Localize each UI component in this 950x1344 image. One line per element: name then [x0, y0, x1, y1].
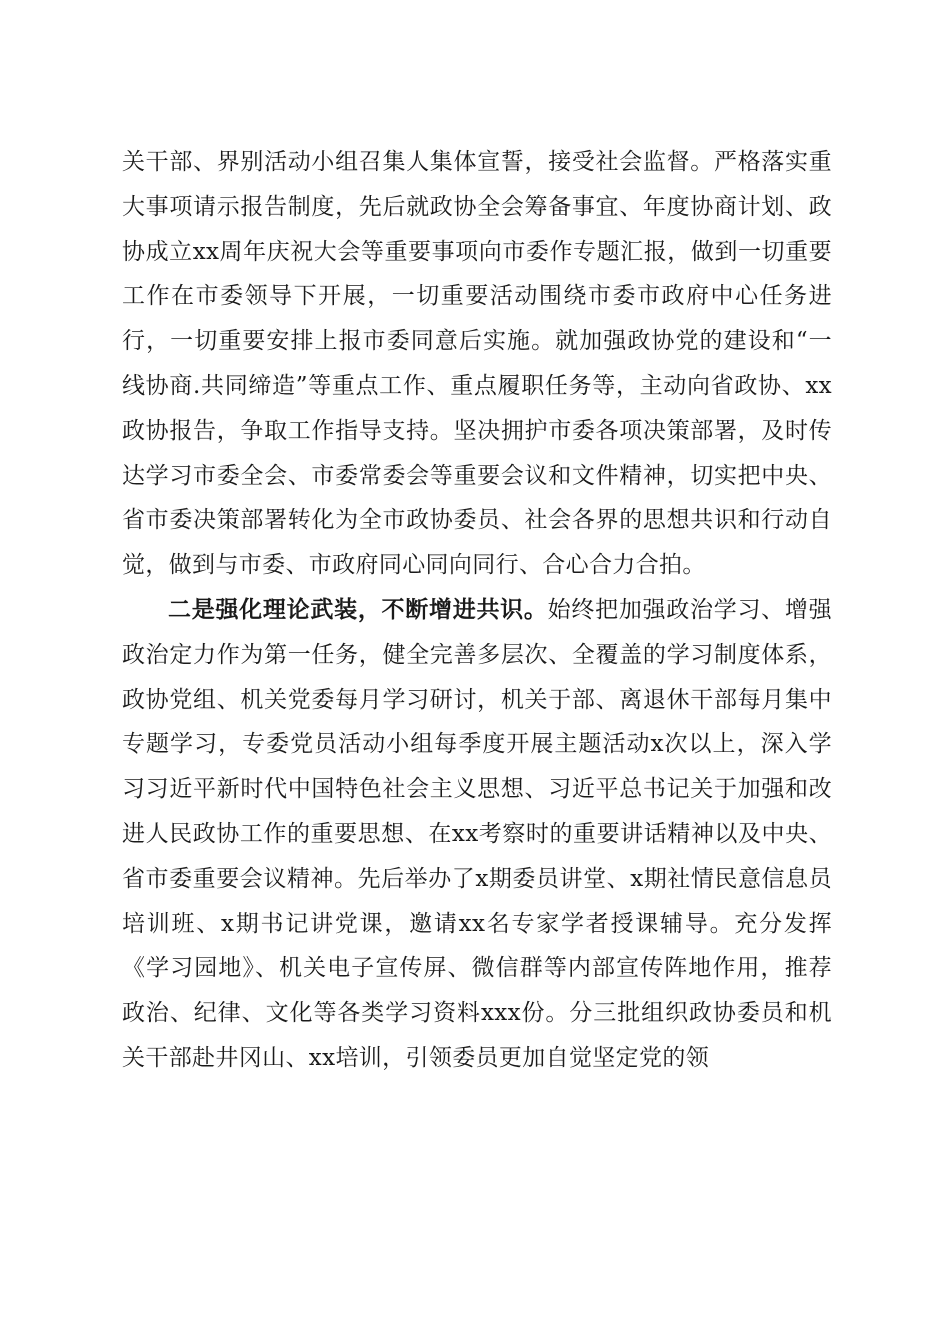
paragraph-2 — [122, 588, 832, 1081]
paragraph-2-body: 始终把加强政治学习、增强政治定力作为第一任务，健全完善多层次、全覆盖的学习制度体系，政协党组、机关党委每月学习研讨，机关于部、离退休干部每月集中专题学习，专委党员活动小组每季度开展主题活动x次以上，深入学习习近平新时代中国特色社会主义思想、习近平总书记关于加强和改进人民政协工作的重要思想、在xx考察时的重要讲话精神以及中央、省市委重要会议精神。先后举办了x期委员讲堂、x期社情民意信息员培训班、x期书记讲党课，邀请xx名专家学者授课辅导。充分发挥《学习园地》、机关电子宣传屏、微信群等内部宣传阵地作用，推荐政治、纪律、文化等各类学习资料xxx份。分三批组织政协委员和机关干部赴井冈山、xx培训，引领委员更加自觉坚定党的领 — [122, 596, 832, 1071]
paragraph-1 — [122, 140, 832, 588]
paragraph-1-body: 关干部、界别活动小组召集人集体宣誓，接受社会监督。严格落实重大事项请示报告制度，先后就政协全会筹备事宜、年度协商计划、政协成立xx周年庆祝大会等重要事项向市委作专题汇报，做到一切重要工作在市委领导下开展，一切重要活动围绕市委市政府中心任务进行，一切重要安排上报市委同意后实施。就加强政协党的建设和“一线协商.共同缔造”等重点工作、重点履职任务等，主动向省政协、xx政协报告，争取工作指导支持。坚决拥护市委各项决策部署，及时传达学习市委全会、市委常委会等重要会议和文件精神，切实把中央、省市委决策部署转化为全市政协委员、社会各界的思想共识和行动自觉，做到与市委、市政府同心同向同行、合心合力合拍。 — [122, 149, 832, 579]
paragraph-2-lead: 二是强化理论武装，不断增进共识。 — [168, 595, 548, 623]
document-body — [122, 140, 832, 1081]
